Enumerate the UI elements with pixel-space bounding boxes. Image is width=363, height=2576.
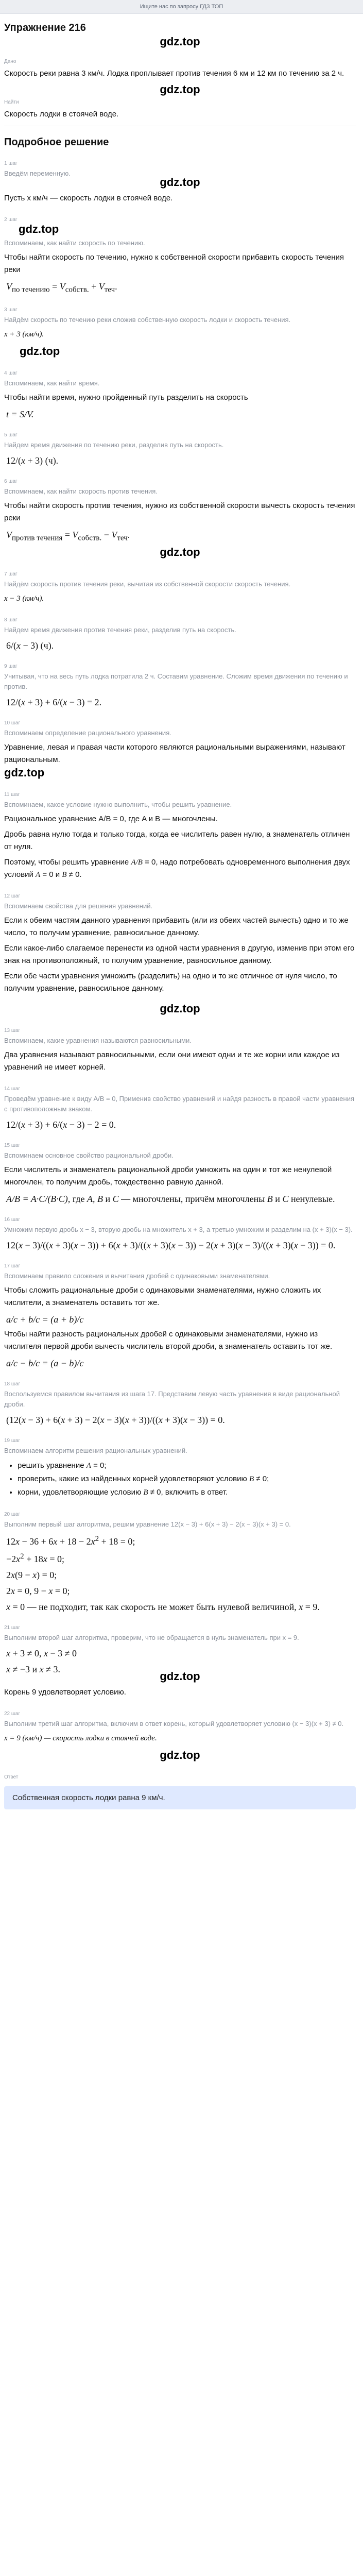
step-text: Корень 9 удовлетворяет условию. (4, 1688, 126, 1697)
formula: 12(x − 3)/((x + 3)(x − 3)) + 6(x + 3)/((x + 3)(x − 3)) − 2(x + 3)(x − 3)/((x + 3)(x − 3)) = 0. (6, 1240, 336, 1251)
step-note: Вспоминаем, какое условие нужно выполнить, чтобы решить уравнение. (4, 801, 232, 809)
step-note: Воспользуемся правилом вычитания из шага 17. Представим левую часть уравнения в виде рациональной дроби. (4, 1390, 340, 1409)
problem-text: Скорость реки равна 3 км/ч. Лодка проплывает против течения 6 км и 12 км по течению за 2 ч. (4, 69, 344, 78)
step-label: 15 шаг (4, 1143, 21, 1149)
solution-title: Подробное решение (4, 137, 109, 148)
watermark: gdz.top (160, 176, 200, 189)
step-label: 3 шаг (4, 307, 18, 313)
formula: $V_{по течению} = V_{собств.} + V_{теч}$. (6, 281, 117, 294)
step-text: x = 9 (км/ч) — скорость лодки в стоячей воде. (4, 1734, 157, 1743)
step-note: Найдём скорость по течению реки сложив собственную скорость лодки и скорость течения. (4, 315, 291, 324)
step-label: 7 шаг (4, 571, 18, 578)
step-text: Если числитель и знаменатель рациональной дроби умножить на один и тот же ненулевой многочлен, то получим дробь, тождественно равную данной. (4, 1165, 332, 1187)
step-label: 19 шаг (4, 1438, 21, 1444)
rule-text: Если какое-либо слагаемое перенести из одной части уравнения в другую, изменив при этом его знак на противоположный, то получим уравнение, равносильное данному. (4, 944, 355, 965)
formula: $-2x^2 + 18x = 0$; (6, 1552, 64, 1565)
watermark: gdz.top (160, 1670, 200, 1683)
formula: $V_{против течения} = V_{собств.} - V_{теч}$. (6, 529, 130, 543)
rule-text: Поэтому, чтобы решить уравнение A/B = 0, надо потребовать одновременного выполнения двух условий A = 0 и B ≠ 0. (4, 858, 350, 879)
step-text: Чтобы найти скорость против течения, нужно из собственной скорости вычесть скорость течения реки (4, 501, 355, 522)
step-note: Учитывая, что на весь путь лодка потратила 2 ч. Составим уравнение. Сложим время движения по течению и против. (4, 672, 348, 691)
step-label: 18 шаг (4, 1381, 21, 1387)
step-label: 1 шаг (4, 161, 18, 166)
main-content (0, 22, 363, 1809)
step-label: 13 шаг (4, 1028, 21, 1034)
step-note: Вспоминаем правило сложения и вычитания дробей с одинаковыми знаменателями. (4, 1272, 270, 1280)
formula: $12x - 36 + 6x + 18 - 2x^2 + 18 = 0$; (6, 1535, 135, 1547)
formula: x ≠ −3 и x ≠ 3. (6, 1664, 61, 1675)
formula: x = 0 — не подходит, так как скорость не может быть нулевой величиной, x = 9. (6, 1602, 320, 1613)
step-label: 9 шаг (4, 664, 18, 670)
list-item: • решить уравнение A = 0; (18, 1459, 356, 1472)
step-note: Вспоминаем, как найти скорость по течению. (4, 239, 145, 247)
watermark: gdz.top (160, 1002, 200, 1015)
formula: 12/(x + 3) + 6/(x − 3) = 2. (6, 697, 102, 708)
formula: (12(x − 3) + 6(x + 3) − 2(x − 3)(x + 3))/((x + 3)(x − 3)) = 0. (6, 1415, 225, 1426)
step-label: 16 шаг (4, 1217, 21, 1223)
step-note: Вспоминаем определение рационального уравнения. (4, 729, 171, 737)
step-label: 14 шаг (4, 1086, 21, 1092)
step-note: Найдём скорость против течения реки, вычитая из собственной скорости скорость течения. (4, 580, 291, 588)
formula: a/c + b/c = (a + b)/c (6, 1314, 84, 1325)
step-note: Выполним первый шаг алгоритма, решим уравнение 12(x − 3) + 6(x + 3) − 2(x − 3)(x + 3) = 0. (4, 1520, 291, 1529)
page-title: Упражнение 216 (4, 22, 86, 33)
watermark: gdz.top (160, 35, 200, 48)
step-text: x + 3 (км/ч). (4, 330, 44, 338)
watermark: gdz.top (160, 83, 200, 96)
formula: 2x(9 − x) = 0; (6, 1570, 57, 1581)
step-note: Выполним второй шаг алгоритма, проверим, что не обращается в нуль знаменатель при x = 9. (4, 1634, 299, 1642)
watermark: gdz.top (4, 766, 45, 779)
step-note: Вспоминаем, какие уравнения называются равносильными. (4, 1037, 192, 1045)
answer-label: Ответ (4, 1774, 19, 1781)
step-note: Найдем время движения против течения реки, разделив путь на скорость. (4, 626, 236, 634)
step-note: Проведём уравнение к виду A/B = 0, Применив свойство уравнений и найдя разность в правой части уравнения с противоположным знаком. (4, 1095, 355, 1113)
find-label: Найти (4, 99, 19, 105)
step-note: Вспоминаем основное свойство рациональной дроби. (4, 1151, 174, 1160)
step-label: 20 шаг (4, 1512, 21, 1518)
step-label: 5 шаг (4, 432, 18, 438)
watermark: gdz.top (20, 344, 60, 358)
step-note: Умножим первую дробь x − 3, вторую дробь на множитель x + 3, а третью умножим и разделим на (x + 3)(x − 3). (4, 1226, 353, 1234)
step-label: 11 шаг (4, 792, 20, 798)
formula: t = S/V. (6, 409, 34, 419)
step-text: Пусть x км/ч — скорость лодки в стоячей воде. (4, 194, 173, 202)
formula: x + 3 ≠ 0, x − 3 ≠ 0 (6, 1648, 77, 1659)
step-note: Вспоминаем алгоритм решения рациональных уравнений. (4, 1447, 187, 1455)
step-text: Если к обеим частям данного уравнения прибавить (или из обеих частей вычесть) одно и то же число, то получим уравнение, равносильное данному. (4, 916, 349, 938)
step-text: Уравнение, левая и правая части которого являются рациональными выражениями, называют рациональным. (4, 743, 345, 765)
formula: 2x = 0, 9 − x = 0; (6, 1586, 70, 1597)
formula: A/B = A·C/(B·C), где A, B и C — многочлены, причём многочлены B и C ненулевые. (6, 1194, 335, 1205)
step-note: Выполним третий шаг алгоритма, включим в ответ корень, который удовлетворяет условию (x − 3)(x + 3) ≠ 0. (4, 1720, 344, 1728)
step-label: 6 шаг (4, 478, 18, 484)
formula: 12/(x + 3) + 6/(x − 3) − 2 = 0. (6, 1120, 116, 1130)
find-text: Скорость лодки в стоячей воде. (4, 110, 119, 118)
search-banner[interactable]: Ищите нас по запросу ГДЗ ТОП (0, 0, 363, 14)
step-text: Чтобы найти время, нужно пройденный путь разделить на скорость (4, 393, 248, 402)
list-item: • корни, удовлетворяющие условию B ≠ 0, включить в ответ. (18, 1486, 356, 1499)
step-note: Вспоминаем свойства для решения уравнений. (4, 902, 153, 910)
rule-text: Если обе части уравнения умножить (разделить) на одно и то же отличное от нуля число, то получим уравнение, равносильное данному. (4, 972, 337, 993)
step-label: 17 шаг (4, 1263, 21, 1269)
step-label: 4 шаг (4, 370, 18, 376)
step-note: Найдем время движения по течению реки, разделив путь на скорость. (4, 440, 224, 449)
step-label: 8 шаг (4, 617, 18, 623)
formula: 12/(x + 3) (ч). (6, 455, 59, 466)
step-label: 22 шаг (4, 1711, 21, 1717)
step-note: Введём переменную. (4, 170, 71, 177)
rule-text: Чтобы найти разность рациональных дробей с одинаковыми знаменателями, нужно из числителя первой дроби вычесть числитель второй дроби, а знаменатель оставить тот же. (4, 1330, 333, 1351)
step-text: Чтобы сложить рациональные дроби с одинаковыми знаменателями, нужно сложить их числители, а знаменатель оставить тот же. (4, 1286, 321, 1308)
step-note: Вспоминаем, как найти скорость против течения. (4, 487, 158, 495)
step-text: Чтобы найти скорость по течению, нужно к собственной скорости прибавить скорость течения реки (4, 253, 344, 274)
step-label: 2 шаг (4, 217, 18, 223)
step-label: 12 шаг (4, 893, 21, 900)
step-label: 21 шаг (4, 1625, 21, 1631)
watermark: gdz.top (19, 223, 59, 235)
answer-box: Собственная скорость лодки равна 9 км/ч. (4, 1786, 356, 1809)
formula: a/c − b/c = (a − b)/c (6, 1358, 84, 1369)
watermark: gdz.top (160, 1749, 200, 1762)
step-label: 10 шаг (4, 720, 21, 726)
step-text: x − 3 (км/ч). (4, 595, 44, 603)
algorithm-list (4, 1459, 356, 1499)
condition-label: Дано (4, 59, 16, 64)
watermark: gdz.top (160, 546, 200, 559)
list-item: • проверить, какие из найденных корней удовлетворяют условию B ≠ 0; (18, 1472, 356, 1486)
rule-text: Дробь равна нулю тогда и только тогда, когда ее числитель равен нулю, а знаменатель отличен от нуля. (4, 830, 350, 852)
step-note: Вспоминаем, как найти время. (4, 379, 100, 387)
step-text: Рациональное уравнение A/B = 0, где A и B — многочлены. (4, 815, 218, 824)
step-text: Два уравнения называют равносильными, если они имеют одни и те же корни или каждое из уравнений не имеет корней. (4, 1050, 340, 1072)
formula: 6/(x − 3) (ч). (6, 640, 54, 651)
